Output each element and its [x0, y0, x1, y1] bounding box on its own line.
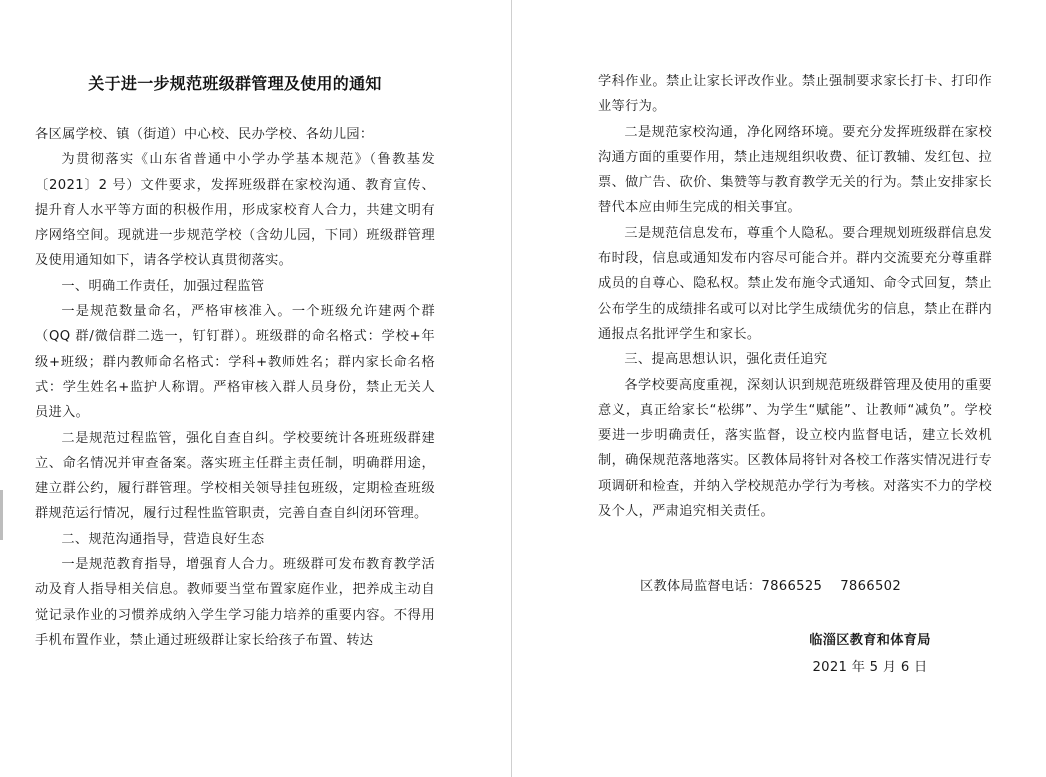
section2-heading: 二、规范沟通指导，营造良好生态 — [61, 531, 265, 547]
supervision-phone-2: 7866502 — [840, 579, 902, 594]
right-column-text — [598, 69, 992, 524]
section2-paragraph-1-start: 一是规范教育指导，增强育人合力。班级群可发布教育教学活动及育人指导相关信息。教师要当堂布置家庭作业，把养成主动自觉记录作业的习惯养成纳入学生学习能力培养的重要内容。不得用手机布置作业，禁止通过班级群让家长给孩子布置、转达 — [35, 557, 435, 648]
section2-paragraph-2: 二是规范家校沟通，净化网络环境。要充分发挥班级群在家校沟通方面的重要作用，禁止违规组织收费、征订教辅、发红包、拉票、做广告、砍价、集赞等与教育教学无关的行为。禁止安排家长替代本应由师生完成的相关事宜。 — [598, 124, 992, 216]
signature-organization: 临淄区教育和体育局 — [809, 633, 931, 648]
left-column-text — [35, 122, 435, 653]
page-divider — [511, 0, 512, 777]
section1-paragraph-2: 二是规范过程监管，强化自查自纠。学校要统计各班班级群建立、命名情况并审查备案。落实班主任群主责任制，明确群用途，建立群公约，履行群管理。学校相关领导挂包班级，定期检查班级群规范运行情况，履行过程性监管职责，完善自查自纠闭环管理。 — [35, 430, 435, 522]
supervision-phone — [640, 575, 901, 594]
section3-heading: 三、提高思想认识，强化责任追究 — [624, 352, 828, 368]
page-edge-mark — [0, 490, 3, 540]
supervision-phone-label: 区教体局监督电话：7866525 — [640, 579, 823, 594]
section1-heading: 一、明确工作责任，加强过程监管 — [61, 278, 265, 294]
section3-paragraph-1: 各学校要高度重视，深刻认识到规范班级群管理及使用的重要意义，真正给家长“松绑”、为学生“赋能”、让教师“减负”。学校要进一步明确责任，落实监督，设立校内监督电话，建立长效机制，确保规范落地落实。区教体局将针对各校工作落实情况进行专项调研和检查，并纳入学校规范办学行为考核。对落实不力的学校及个人，严肃追究相关责任。 — [598, 377, 992, 520]
document-title: 关于进一步规范班级群管理及使用的通知 — [88, 74, 382, 93]
salutation: 各区属学校、镇（街道）中心校、民办学校、各幼儿园： — [35, 127, 374, 142]
section2-paragraph-1-end: 学科作业。禁止让家长评改作业。禁止强制要求家长打卡、打印作业等行为。 — [598, 74, 992, 115]
section2-paragraph-3: 三是规范信息发布，尊重个人隐私。要合理规划班级群信息发布时段，信息或通知发布内容尽可能合并。群内交流要充分尊重群成员的自尊心、隐私权。禁止发布施令式通知、命令式回复，禁止公布学生的成绩排名或可以对比学生成绩优劣的信息，禁止在群内通报点名批评学生和家长。 — [598, 225, 992, 342]
section1-paragraph-1: 一是规范数量命名，严格审核准入。一个班级允许建两个群（QQ 群/微信群二选一，钉钉群）。班级群的命名格式：学校+年级+班级；群内教师命名格式：学科+教师姓名；群内家长命名格式：学生姓名+监护人称谓。严格审核入群人员身份，禁止无关人员进入。 — [35, 304, 435, 421]
intro-paragraph: 为贯彻落实《山东省普通中小学办学基本规范》（鲁教基发〔2021〕2 号）文件要求，发挥班级群在家校沟通、教育宣传、提升育人水平等方面的积极作用，形成家校育人合力，共建文明有序网络空间。现就进一步规范学校（含幼儿园，下同）班级群管理及使用通知如下，请各学校认真贯彻落实。 — [35, 152, 435, 269]
signature-date: 2021 年 5 月 6 日 — [812, 660, 928, 675]
